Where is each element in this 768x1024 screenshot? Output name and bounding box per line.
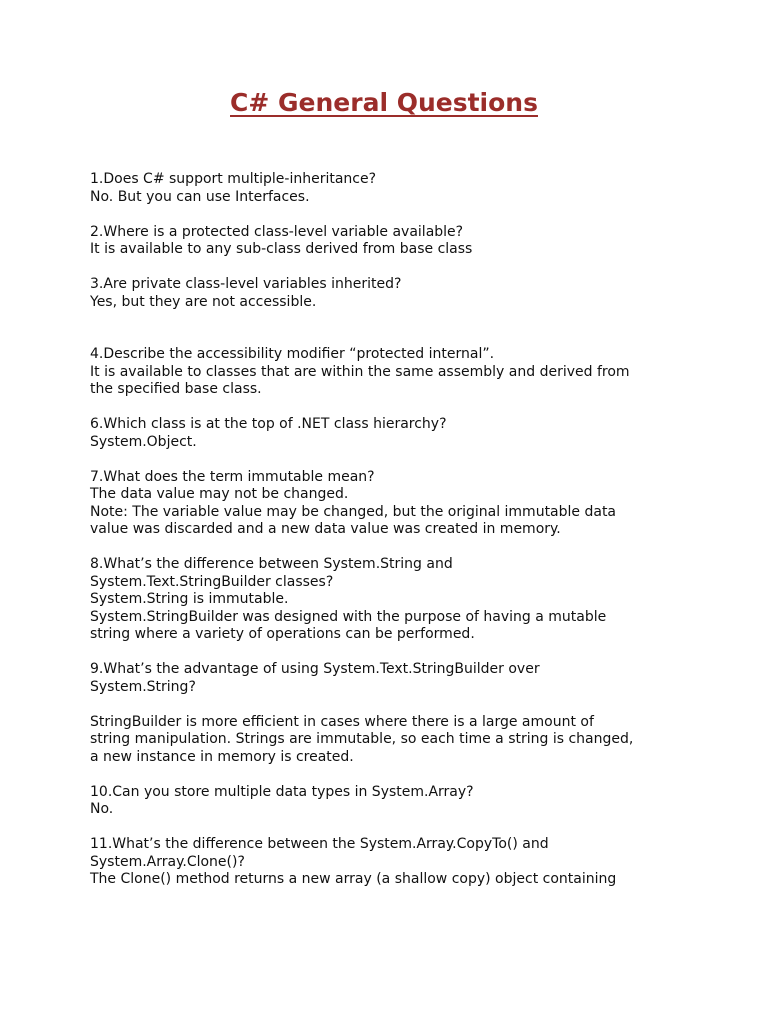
document-body bbox=[90, 171, 690, 889]
answer-text: No. But you can use Interfaces. bbox=[90, 188, 310, 205]
question-text: 4.Describe the accessibility modifier “protected internal”. bbox=[90, 346, 495, 362]
question-block-1 bbox=[90, 171, 690, 206]
answer-text: string manipulation. Strings are immutable, so each time a string is changed, bbox=[90, 731, 634, 747]
answer-text: a new instance in memory is created. bbox=[90, 748, 354, 765]
answer-text: System.Object. bbox=[90, 433, 197, 450]
answer-text: Yes, but they are not accessible. bbox=[90, 293, 317, 310]
answer-text: the specified base class. bbox=[90, 381, 262, 397]
answer-text: string where a variety of operations can be performed. bbox=[90, 626, 475, 642]
answer-text: It is available to any sub-class derived from base class bbox=[90, 241, 473, 257]
question-text: 8.What’s the difference between System.String and bbox=[90, 556, 453, 572]
question-block-9 bbox=[90, 661, 690, 766]
answer-text: StringBuilder is more efficient in cases where there is a large amount of bbox=[90, 713, 594, 730]
question-block-8 bbox=[90, 556, 690, 644]
question-text: System.Array.Clone()? bbox=[90, 853, 245, 870]
question-block-11 bbox=[90, 836, 690, 889]
question-text: System.Text.StringBuilder classes? bbox=[90, 573, 334, 590]
answer-text: value was discarded and a new data value was created in memory. bbox=[90, 521, 561, 537]
answer-text: Note: The variable value may be changed, but the original immutable data bbox=[90, 503, 617, 520]
question-text: 10.Can you store multiple data types in System.Array? bbox=[90, 783, 474, 800]
question-block-7 bbox=[90, 469, 690, 539]
page-title: C# General Questions bbox=[230, 88, 538, 117]
answer-text: System.String is immutable. bbox=[90, 591, 289, 607]
question-text: 1.Does C# support multiple-inheritance? bbox=[90, 171, 377, 187]
question-block-10 bbox=[90, 784, 690, 819]
question-text: 6.Which class is at the top of .NET class hierarchy? bbox=[90, 416, 447, 432]
question-text: 11.What’s the difference between the System.Array.CopyTo() and bbox=[90, 836, 549, 852]
question-text: 3.Are private class-level variables inherited? bbox=[90, 276, 402, 292]
question-text: 9.What’s the advantage of using System.Text.StringBuilder over bbox=[90, 661, 540, 677]
question-text: 7.What does the term immutable mean? bbox=[90, 468, 375, 485]
question-block-3 bbox=[90, 276, 690, 311]
answer-text: No. bbox=[90, 801, 114, 817]
question-block-2 bbox=[90, 224, 690, 259]
answer-text: The data value may not be changed. bbox=[90, 486, 349, 502]
answer-text: The Clone() method returns a new array (a shallow copy) object containing bbox=[90, 871, 617, 887]
question-block-4 bbox=[90, 346, 690, 399]
answer-text: System.StringBuilder was designed with the purpose of having a mutable bbox=[90, 608, 607, 625]
question-text: System.String? bbox=[90, 678, 196, 695]
question-block-6 bbox=[90, 416, 690, 451]
question-text: 2.Where is a protected class-level variable available? bbox=[90, 223, 464, 240]
answer-text: It is available to classes that are within the same assembly and derived from bbox=[90, 363, 630, 380]
